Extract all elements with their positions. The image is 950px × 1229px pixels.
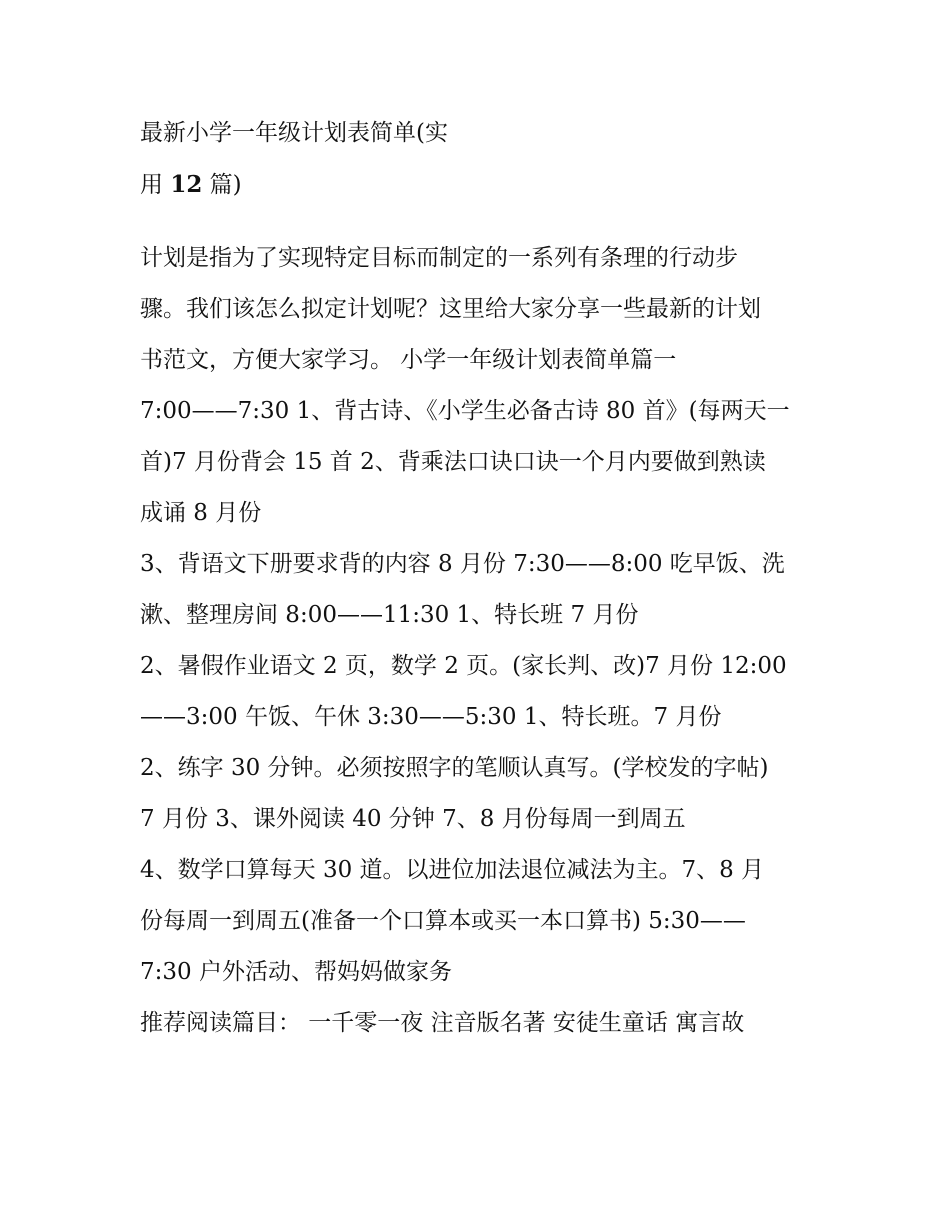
body-line: 7:30 户外活动、帮妈妈做家务: [140, 959, 452, 985]
body-line: 3、背语文下册要求背的内容 8 月份 7:30——8:00 吃早饭、洗: [140, 551, 785, 577]
body-line: 7 月份 3、课外阅读 40 分钟 7、8 月份每周一到周五: [140, 806, 686, 832]
body-line: 7:00——7:30 1、背古诗、《小学生必备古诗 80 首》(每两天一: [140, 398, 790, 424]
body-line: 2、暑假作业语文 2 页，数学 2 页。(家长判、改)7 月份 12:00: [140, 653, 787, 679]
body-line: 骤。我们该怎么拟定计划呢？这里给大家分享一些最新的计划: [140, 296, 761, 322]
body-line: 4、数学口算每天 30 道。以进位加法退位减法为主。7、8 月: [140, 857, 765, 883]
body-line: 份每周一到周五(准备一个口算本或买一本口算书) 5:30——: [140, 908, 746, 934]
document-page: [140, 108, 820, 1049]
body-line: 2、练字 30 分钟。必须按照字的笔顺认真写。(学校发的字帖): [140, 755, 769, 781]
body-line: 推荐阅读篇目： 一千零一夜 注音版名著 安徒生童话 寓言故: [140, 1010, 745, 1036]
title-line-2-number: 12: [170, 171, 203, 198]
title-line-2-prefix: 用: [140, 172, 171, 198]
body-line: 书范文，方便大家学习。 小学一年级计划表简单篇一: [140, 347, 677, 373]
title-line-2-suffix: 篇): [202, 172, 242, 198]
body-line: 成诵 8 月份: [140, 500, 262, 526]
body-line: 漱、整理房间 8:00——11:30 1、特长班 7 月份: [140, 602, 639, 628]
body-line: ——3:00 午饭、午休 3:30——5:30 1、特长班。7 月份: [140, 704, 722, 730]
body-line: 计划是指为了实现特定目标而制定的一系列有条理的行动步: [140, 245, 738, 271]
title-line-1: 最新小学一年级计划表简单(实: [140, 120, 448, 146]
body-line: 首)7 月份背会 15 首 2、背乘法口诀口诀一个月内要做到熟读: [140, 449, 766, 475]
title-line-2: [140, 159, 820, 211]
document-title: [140, 108, 820, 211]
document-body: [140, 233, 820, 1049]
